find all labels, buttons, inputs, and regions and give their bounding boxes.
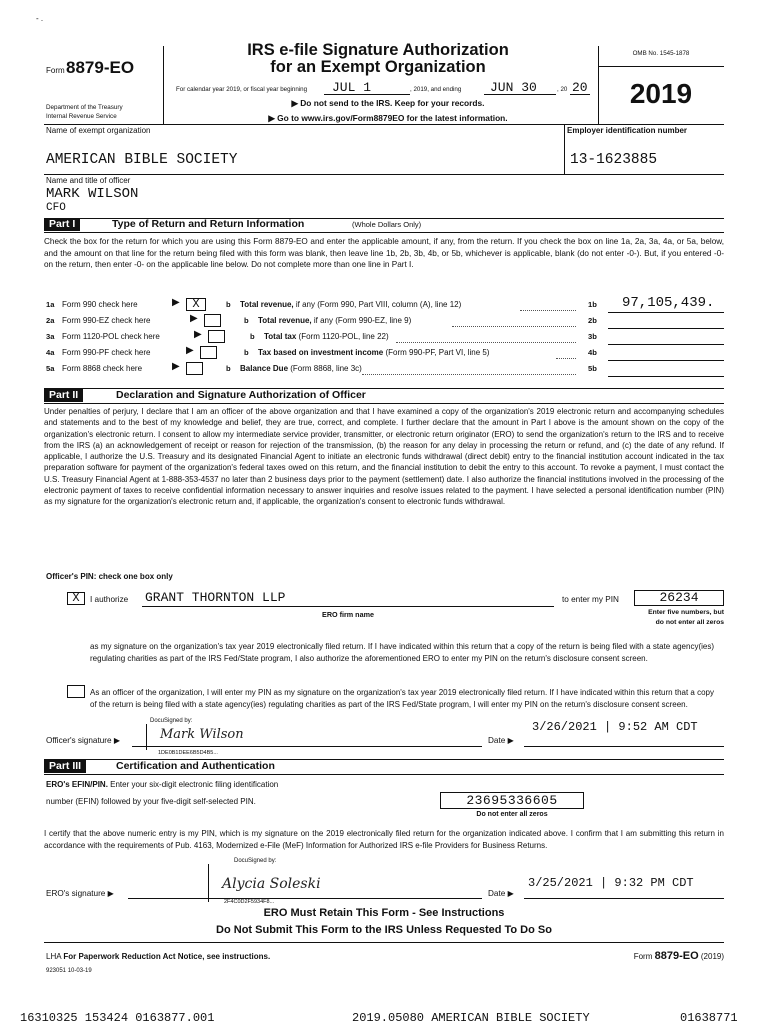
line-5b-text: (Form 8868, line 3c) — [288, 364, 362, 373]
line-5b-label: b — [226, 364, 231, 373]
line-1b-bold: Total revenue, — [240, 300, 294, 309]
officer-label: Name and title of officer — [46, 176, 131, 185]
department: Department of the Treasury — [46, 104, 123, 111]
tax-year: 2019 — [629, 78, 693, 109]
ero-date-label: Date ▶ — [488, 889, 514, 898]
do-not-send: ▶ Do not send to the IRS. Keep for your records. — [291, 98, 485, 108]
period-mid: , 2019, and ending — [410, 86, 462, 93]
line-5a-checkbox[interactable] — [186, 362, 203, 375]
form-number: 8879-EO — [66, 58, 135, 77]
line-4b-num: 4b — [588, 348, 597, 357]
line-2b-label: b — [244, 316, 249, 325]
pin-pre: to enter my PIN — [562, 595, 619, 604]
officer-date: 3/26/2021 | 9:52 AM CDT — [532, 720, 698, 734]
line-2b-num: 2b — [588, 316, 597, 325]
line-3b-num: 3b — [588, 332, 597, 341]
arrow-icon: ▶ — [172, 297, 180, 308]
arrow-icon: ▶ — [172, 361, 180, 372]
officer-pin[interactable]: 26234 — [634, 590, 724, 606]
line-1b-num: 1b — [588, 300, 597, 309]
form-word: Form — [46, 66, 65, 75]
bottom-line-left: 16310325 153424 0163877.001 — [20, 1011, 215, 1024]
line-4a-checkbox[interactable] — [200, 346, 217, 359]
footer-form-number: 8879-EO — [654, 950, 699, 962]
fiscal-end-year: 20 — [572, 80, 588, 95]
website-note: ▶ Go to www.irs.gov/Form8879EO for the latest information. — [268, 113, 508, 123]
officer-date-label: Date ▶ — [488, 736, 514, 745]
period-prefix: For calendar year 2019, or fiscal year beginning — [176, 86, 308, 93]
line-1b-label: b — [226, 300, 231, 309]
line-1b-text: if any (Form 990, Part VIII, column (A), line 12) — [293, 300, 462, 309]
line-5b-num: 5b — [588, 364, 597, 373]
line-5b-bold: Balance Due — [240, 364, 289, 373]
omb-number: OMB No. 1545-1878 — [632, 50, 690, 57]
officer-enter-pin-checkbox[interactable] — [67, 685, 85, 698]
option1-text: as my signature on the organization's tax year 2019 electronically filed return. If I have indicated within this return that a copy of the return is being filed with a state agency(ies) regulating charities as part of the IRS Fed/State program, I also authorize the aforementioned ERO to enter my PIN on the return's disclosure consent screen. — [90, 642, 714, 663]
ero-sig-id: 2F4C0D2F5934F8... — [224, 899, 275, 905]
certification-text: I certify that the above numeric entry is my PIN, which is my signature on the 2019 electronically filed return for the organization indicated above. I confirm that I am submitting this return in accordance with the requirements of Pub. 4163, Modernized e-File (MeF) Information for Authorized IRS e-file Providers for Business Returns. — [44, 829, 724, 850]
line-3b-label: b — [250, 332, 255, 341]
part1-tag: Part I — [44, 218, 80, 231]
ero-efin-pin[interactable]: 23695336605 — [440, 792, 584, 809]
line-3b-text: (Form 1120-POL, line 22) — [296, 332, 389, 341]
line-2a-checkbox[interactable] — [204, 314, 221, 327]
officer-signature: Mark Wilson — [160, 727, 244, 742]
line-1a-checkbox[interactable]: X — [186, 298, 206, 311]
fiscal-begin: JUL 1 — [332, 80, 372, 95]
fiscal-end: JUN 30 — [490, 80, 537, 95]
bottom-line-mid: 2019.05080 AMERICAN BIBLE SOCIETY — [352, 1011, 590, 1024]
efin-text-2: number (EFIN) followed by your five-digit self-selected PIN. — [46, 797, 256, 806]
part3-title: Certification and Authentication — [116, 760, 275, 772]
officer-sig-label: Officer's signature ▶ — [46, 736, 121, 745]
part2-title: Declaration and Signature Authorization of Officer — [116, 389, 366, 401]
ero-firm-name: GRANT THORNTON LLP — [145, 590, 286, 605]
ero-firm-label: ERO firm name — [322, 610, 374, 619]
part1-intro: Check the box for the return for which you are using this Form 8879-EO and enter the applicable amount, if any, from the return. If you check the box on line 1a, 2a, 3a, 4a, or 5a, below, and the amount on that line for the return being filed with this form was blank, then leave line 1b, 2b, 3b, 4b, or 5b, whichever is applicable, blank (do not enter -0-). But, if you entered -0- on the return, then enter -0- on the applicable line below. Do not complete more than one line in Part I. — [44, 237, 724, 270]
part3-tag: Part III — [44, 760, 86, 773]
line-4b-label: b — [244, 348, 249, 357]
ein-label: Employer identification number — [567, 126, 688, 135]
officer-sig-id: 1DE0B1DEE6B5D4B5... — [158, 750, 218, 756]
footer-form-word: Form — [633, 952, 653, 961]
paperwork-notice: For Paperwork Reduction Act Notice, see instructions. — [63, 952, 271, 961]
line-2b-bold: Total revenue, — [258, 316, 312, 325]
line-1a-text: Form 990 check here — [62, 300, 138, 309]
line-3b-bold: Total tax — [264, 332, 297, 341]
arrow-icon: ▶ — [194, 329, 202, 340]
line-1a-label: 1a — [46, 300, 55, 309]
line-4b-text: (Form 990-PF, Part VI, line 5) — [383, 348, 490, 357]
pin-note-1: Enter five numbers, but — [648, 609, 724, 616]
bottom-line-right: 01638771 — [680, 1011, 738, 1024]
footer-form-year: (2019) — [700, 952, 724, 961]
line-4a-label: 4a — [46, 348, 55, 357]
period-suffix: , 20 — [557, 86, 568, 93]
part1-subtitle: (Whole Dollars Only) — [352, 220, 422, 229]
form-title-2: for an Exempt Organization — [270, 58, 486, 76]
line-5a-text: Form 8868 check here — [62, 364, 143, 373]
efin-bold: ERO's EFIN/PIN. — [46, 780, 108, 789]
efin-note: Do not enter all zeros — [476, 811, 548, 818]
part2-tag: Part II — [44, 389, 83, 402]
line-3a-checkbox[interactable] — [208, 330, 225, 343]
scan-marks: - . — [36, 14, 44, 23]
arrow-icon: ▶ — [190, 313, 198, 324]
ein-value: 13-1623885 — [570, 152, 658, 168]
line-2a-label: 2a — [46, 316, 55, 325]
pin-heading: Officer's PIN: check one box only — [46, 572, 173, 581]
line-1b-amount: 97,105,439. — [622, 295, 715, 311]
line-3a-label: 3a — [46, 332, 55, 341]
officer-title: CFO — [46, 202, 66, 214]
officer-name: MARK WILSON — [46, 186, 139, 202]
form-code: 923051 10-03-19 — [46, 968, 92, 974]
org-name-label: Name of exempt organization — [46, 126, 151, 135]
ero-signature: Alycia Soleski — [222, 876, 321, 892]
line-4b-bold: Tax based on investment income — [258, 348, 384, 357]
docusign-tag-ero: DocuSigned by: — [234, 858, 277, 864]
line-3a-text: Form 1120-POL check here — [62, 332, 160, 341]
part1-title: Type of Return and Return Information — [112, 218, 305, 230]
option2-text: As an officer of the organization, I will enter my PIN as my signature on the organization's tax year 2019 electronically filed return. If I have indicated within this return that a copy of the return is being filed with a state agency(ies) regulating charities as part of the IRS Fed/State program, I will enter my PIN on the return's disclosure consent screen. — [90, 688, 714, 709]
irs-name: Internal Revenue Service — [46, 113, 117, 120]
authorize-ero-checkbox[interactable]: X — [67, 592, 85, 605]
authorize-pre: I authorize — [90, 595, 129, 604]
lha-label: LHA — [46, 952, 62, 961]
line-5a-label: 5a — [46, 364, 55, 373]
docusign-tag-officer: DocuSigned by: — [150, 718, 193, 724]
line-4a-text: Form 990-PF check here — [62, 348, 151, 357]
line-2a-text: Form 990-EZ check here — [62, 316, 151, 325]
ero-date: 3/25/2021 | 9:32 PM CDT — [528, 876, 694, 890]
arrow-icon: ▶ — [186, 345, 194, 356]
retain-notice-2: Do Not Submit This Form to the IRS Unless Requested To Do So — [216, 924, 552, 936]
line-2b-text: if any (Form 990-EZ, line 9) — [311, 316, 412, 325]
form-title-1: IRS e-file Signature Authorization — [247, 41, 509, 59]
efin-text-1: Enter your six-digit electronic filing identification — [107, 780, 279, 789]
pin-note-2: do not enter all zeros — [655, 619, 724, 626]
retain-notice-1: ERO Must Retain This Form - See Instructions — [263, 907, 505, 919]
org-name: AMERICAN BIBLE SOCIETY — [46, 152, 238, 168]
part2-declaration: Under penalties of perjury, I declare that I am an officer of the above organization and that I have examined a copy of the organization's 2019 electronic return and accompanying schedules and statements and to the best of my knowledge and belief, they are true, correct, and complete. I further declare that the amount in Part I above is the amount shown on the copy of the organization's electronic return. I consent to allow my intermediate service provider, transmitter, or electronic return originator (ERO) to send the organization's return to the IRS and to receive from the IRS (a) an acknowledgement of receipt or reason for rejection of the transmission, (b) the reason for any delay in processing the return or refund, and (c) the date of any refund. If applicable, I authorize the U.S. Treasury and its designated Financial Agent to initiate an electronic funds withdrawal (direct debit) entry to the financial institution account indicated in the tax preparation software for payment of the organization's federal taxes owed on this return, and the financial institution to debit the entry to this account. To revoke a payment, I must contact the U.S. Treasury Financial Agent at 1-888-353-4537 no later than 2 business days prior to the payment (settlement) date. I also authorize the financial institutions involved in the processing of the electronic payment of taxes to receive confidential information necessary to answer inquiries and resolve issues related to the payment. I have selected a personal identification number (PIN) as my signature for the organization's electronic return and, if applicable, the organization's consent to electronic funds withdrawal. — [44, 407, 724, 507]
ero-sig-label: ERO's signature ▶ — [46, 889, 114, 898]
